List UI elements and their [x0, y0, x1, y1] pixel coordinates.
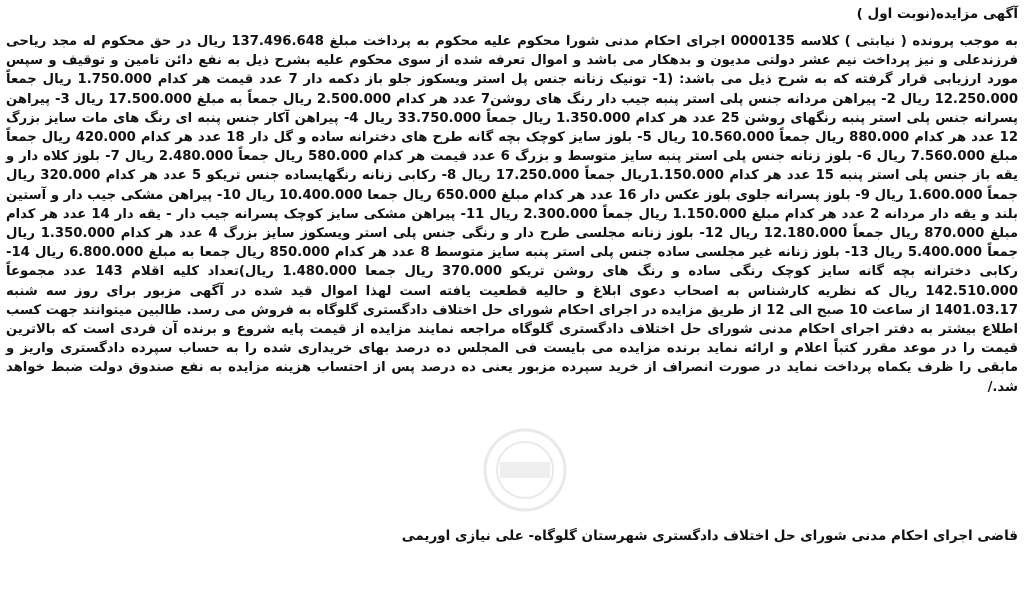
- notice-body: به موجب پرونده ( نیابتی ) کلاسه 0000135 اجرای احکام مدنی شورا محکوم علیه محکوم به پرداخت مبلغ 137.496.648 ریال در حق محکوم له مجد ریاحی فرزندعلی و نیز پرداخت نیم عشر دولتی مدیون و بدهکار می باشد و اموال تعرفه شده از سوی محکوم علیه بشرح ذیل به نفع دائن تامین و توقیف و سپس مورد ارزیابی قرار گرفته که به شرح ذیل می باشد: (1- تونیک زنانه جنس پل استر ویسکوز جلو باز دکمه دار 7 عدد قیمت هر کدام 1.750.000 ریال جمعاً 12.250.000 ریال 2- پیراهن مردانه جنس پلی استر پنبه جیب دار رنگ های روشن7 عدد هر کدام 2.500.000 ریال جمعاً به مبلغ 17.500.000 ریال 3- پیراهن پسرانه جنس پلی استر پنبه رنگهای روشن 25 عدد هر کدام 1.350.000 ریال جمعاً 33.750.000 ریال 4- پیراهن آکار جنس پنبه ای رنگ های مات سایز بزرگ 12 عدد هر کدام 880.000 ریال جمعاً 10.560.000 ریال 5- بلوز سایز کوچک بچه گانه طرح های دخترانه ساده و گل دار 18 عدد هر کدام 420.000 ریال جمعاً مبلغ 7.560.000 ریال 6- بلوز زنانه جنس پلی استر پنبه سایز متوسط و بزرگ 6 عدد قیمت هر کدام 580.000 ریال جمعاً 2.480.000 ریال 7- بلوز کلاه دار و یقه باز جنس پلی استر پنبه 15 عدد هر کدام 1.150.000ریال جمعاً 17.250.000 ریال 8- رکابی زنانه رنگهایساده جنس تریکو 5 عدد هر کدام 320.000 ریال جمعاً 1.600.000 ریال 9- بلوز پسرانه جلوی بلوز عکس دار 16 عدد هر کدام مبلغ 650.000 ریال جمعا 10.400.000 ریال 10- پیراهن مشکی جیب دار و آستین بلند و یقه دار مردانه 2 عدد هر کدام مبلغ 1.150.000 ریال جمعاً 2.300.000 ریال 11- پیراهن مشکی سایز کوچک پسرانه جیب دار - یقه دار 14 عدد هر کدام مبلغ 870.000 ریال جمعاً 12.180.000 ریال 12- بلوز زنانه مجلسی طرح دار و رنگی جنس پلی استر ویسکوز سایز بزرگ 4 عدد هر کدام 1.350.000 ریال جمعاً 5.400.000 ریال 13- بلوز زنانه غیر مجلسی ساده جنس پلی استر پنبه سایز متوسط 8 عدد هر کدام 850.000 ریال جمعا به مبلغ 6.800.000 ریال 14- رکابی دخترانه بچه گانه سایز کوچک رنگی ساده و رنگ های روشن تریکو 370.000 ریال جمعا 1.480.000 ریال)تعداد کلیه اقلام 143 عدد مجموعاً 142.510.000 ریال که نظریه کارشناس به اصحاب دعوی ابلاغ و حالیه قطعیت یافته است لهذا اموال قید شده در آگهی مزبور برای روز سه شنبه 1401.03.17 از ساعت 10 صبح الی 12 از طریق مزایده در اجرای احکام شورای حل اختلاف دادگستری گلوگاه به فروش می رسد. طالبین میتوانند جهت کسب اطلاع بیشتر به دفتر اجرای احکام مدنی شورای حل اختلاف دادگستری گلوگاه مراجعه نمایند مزایده از قیمت پایه شروع و برنده آن فردی است که بالاترین قیمت را در موعد مقرر کتباً اعلام و ارائه نماید برنده مزایده می بایست فی المجلس ده درصد بهای خریداری شده را به حساب سپرده دادگستری واریز و مابقی را ظرف یکماه پرداخت نماید در صورت انصراف از خرید سپرده مزبور یعنی ده درصد پس از احتساب هزینه مزایده به نفع صندوق دولت ضبط خواهد شد./: [6, 34, 1019, 395]
- judge-signature-line: قاضی اجرای احکام مدنی شورای حل اختلاف دادگستری شهرستان گلوگاه- علی نیازی اوریمی: [401, 528, 1018, 544]
- faded-logo-watermark: [440, 420, 610, 520]
- notice-title: آگهی مزایده(نوبت اول ): [856, 6, 1018, 22]
- auction-notice: [6, 4, 1018, 397]
